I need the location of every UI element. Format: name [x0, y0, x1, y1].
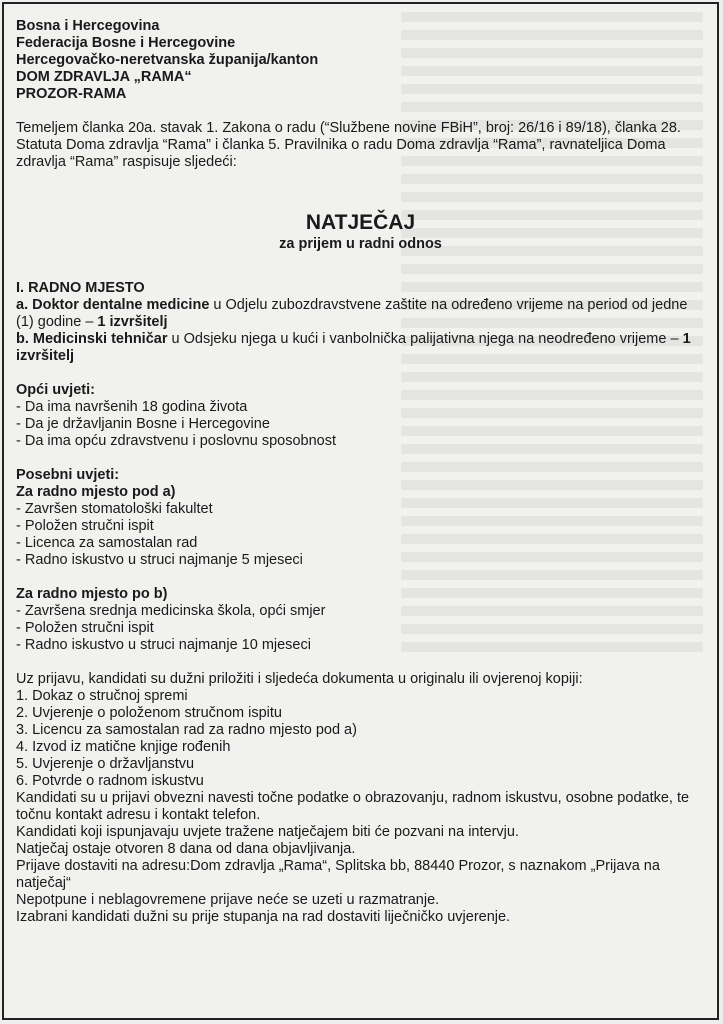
- list-item: - Licenca za samostalan rad: [16, 535, 198, 551]
- special-b-title: Za radno mjesto po b): [16, 586, 168, 602]
- special-conditions-b: [16, 586, 705, 654]
- section-positions: [16, 280, 705, 365]
- position-b-label: b. Medicinski tehničar: [16, 331, 168, 347]
- list-item: - Završen stomatološki fakultet: [16, 501, 213, 517]
- closing-paragraph: Nepotpune i neblagovremene prijave neće se uzeti u razmatranje.: [16, 892, 440, 908]
- documents-intro: Uz prijavu, kandidati su dužni priložiti i sljedeća dokumenta u originalu ili ovjerenoj kopiji:: [16, 671, 583, 687]
- header-line-country: Bosna i Hercegovina: [16, 18, 160, 34]
- title-sub: za prijem u radni odnos: [279, 236, 442, 252]
- general-conditions: [16, 382, 705, 450]
- position-b-text: u Odsjeku njega u kući i vanbolnička palijativna njega na neodređeno vrijeme –: [167, 331, 683, 347]
- list-item: - Položen stručni ispit: [16, 620, 154, 636]
- list-item: - Da je državljanin Bosne i Hercegovine: [16, 416, 270, 432]
- special-conditions-title: Posebni uvjeti:: [16, 467, 120, 483]
- closing-paragraph: Izabrani kandidati dužni su prije stupanja na rad dostaviti liječničko uvjerenje.: [16, 909, 511, 925]
- header-line-federation: Federacija Bosne i Hercegovine: [16, 35, 236, 51]
- list-item: 2. Uvjerenje o položenom stručnom ispitu: [16, 705, 282, 721]
- position-b: [16, 331, 705, 365]
- closing-paragraph: Kandidati koji ispunjavaju uvjete tražene natječajem biti će pozvani na intervju.: [16, 824, 519, 840]
- closing-paragraph: Kandidati su u prijavi obvezni navesti točne podatke o obrazovanju, radnom iskustvu, osobne podatke, te točnu kontakt adresu i kontakt telefon.: [16, 790, 690, 823]
- position-b-count: 1 izvršitelj: [16, 331, 691, 364]
- special-conditions: [16, 467, 705, 569]
- position-a-text: u Odjelu zubozdravstvene zaštite na određeno vrijeme na period od jedne (1) godine –: [16, 297, 688, 330]
- list-item: 3. Licencu za samostalan rad za radno mjesto pod a): [16, 722, 357, 738]
- list-item: - Završena srednja medicinska škola, opći smjer: [16, 603, 326, 619]
- position-a: [16, 297, 705, 331]
- closing-paragraph: Prijave dostaviti na adresu:Dom zdravlja „Rama“, Splitska bb, 88440 Prozor, s naznakom „Prijava na natječaj“: [16, 858, 660, 891]
- position-a-label: a. Doktor dentalne medicine: [16, 297, 210, 313]
- list-item: 4. Izvod iz matične knjige rođenih: [16, 739, 231, 755]
- list-item: - Da ima opću zdravstvenu i poslovnu sposobnost: [16, 433, 336, 449]
- required-documents: [16, 671, 705, 926]
- list-item: 5. Uvjerenje o državljanstvu: [16, 756, 195, 772]
- section-positions-title: I. RADNO MJESTO: [16, 280, 145, 296]
- list-item: 1. Dokaz o stručnoj spremi: [16, 688, 188, 704]
- list-item: - Radno iskustvo u struci najmanje 10 mjeseci: [16, 637, 311, 653]
- issuer-header: [16, 18, 705, 103]
- list-item: - Položen stručni ispit: [16, 518, 154, 534]
- list-item: - Da ima navršenih 18 godina života: [16, 399, 248, 415]
- special-a-title: Za radno mjesto pod a): [16, 484, 176, 500]
- header-line-institution: DOM ZDRAVLJA „RAMA“: [16, 69, 192, 85]
- legal-intro: Temeljem članka 20a. stavak 1. Zakona o radu (“Službene novine FBiH”, broj: 26/16 i 89/18), članka 28. Statuta Doma zdravlja “Rama” i članka 5. Pravilnika o radu Doma zdravlja “Rama”, ravnateljica Doma zdravlja “Rama” raspisuje sljedeći:: [16, 120, 681, 170]
- closing-paragraph: Natječaj ostaje otvoren 8 dana od dana objavljivanja.: [16, 841, 356, 857]
- title-main: NATJEČAJ: [305, 211, 416, 234]
- notice-title: [16, 211, 705, 253]
- notice-sheet: [2, 2, 719, 1020]
- header-line-canton: Hercegovačko-neretvanska županija/kanton: [16, 52, 319, 68]
- general-conditions-title: Opći uvjeti:: [16, 382, 95, 398]
- list-item: 6. Potvrde o radnom iskustvu: [16, 773, 204, 789]
- position-a-count: 1 izvršitelj: [97, 314, 168, 330]
- list-item: - Radno iskustvo u struci najmanje 5 mjeseci: [16, 552, 303, 568]
- header-line-town: PROZOR-RAMA: [16, 86, 127, 102]
